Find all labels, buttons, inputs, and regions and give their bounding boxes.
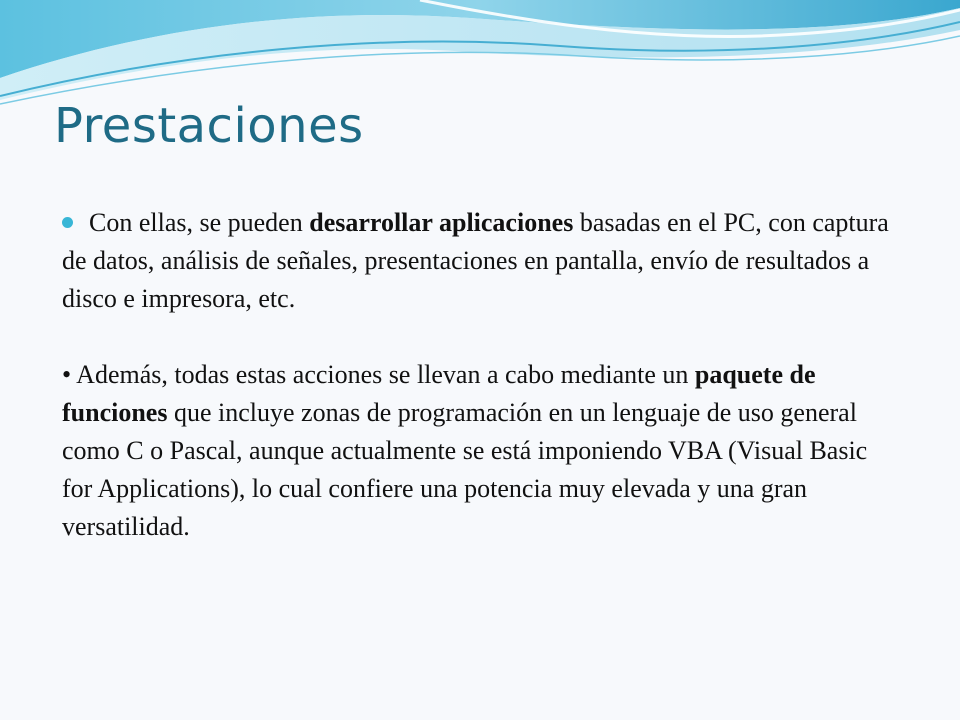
bullet-icon bbox=[62, 217, 73, 228]
paragraph-2-bold-text: paquete de funciones bbox=[62, 360, 816, 427]
bullet-paragraph-1 bbox=[62, 204, 902, 318]
paragraph-1-text-end: basadas en el PC, con captura de datos, análisis de señales, presentaciones en pantalla, envío de resultados a disco e impresora, etc. bbox=[62, 208, 889, 313]
paragraph-2-text-end: que incluye zonas de programación en un lenguaje de uso general como C o Pascal, aunque actualmente se está imponiendo VBA (Visual Basic for Applications), lo cual confiere una potencia muy elevada y una gran versatilidad. bbox=[62, 398, 868, 541]
paragraph-2-text-start: • Además, todas estas acciones se llevan a cabo mediante un bbox=[62, 360, 695, 389]
slide-body bbox=[62, 204, 902, 546]
slide-title: Prestaciones bbox=[54, 98, 364, 154]
paragraph-1-text-start: Con ellas, se pueden bbox=[89, 208, 310, 237]
paragraph-1-bold-text: desarrollar aplicaciones bbox=[309, 208, 574, 237]
bullet-paragraph-2 bbox=[62, 356, 902, 546]
